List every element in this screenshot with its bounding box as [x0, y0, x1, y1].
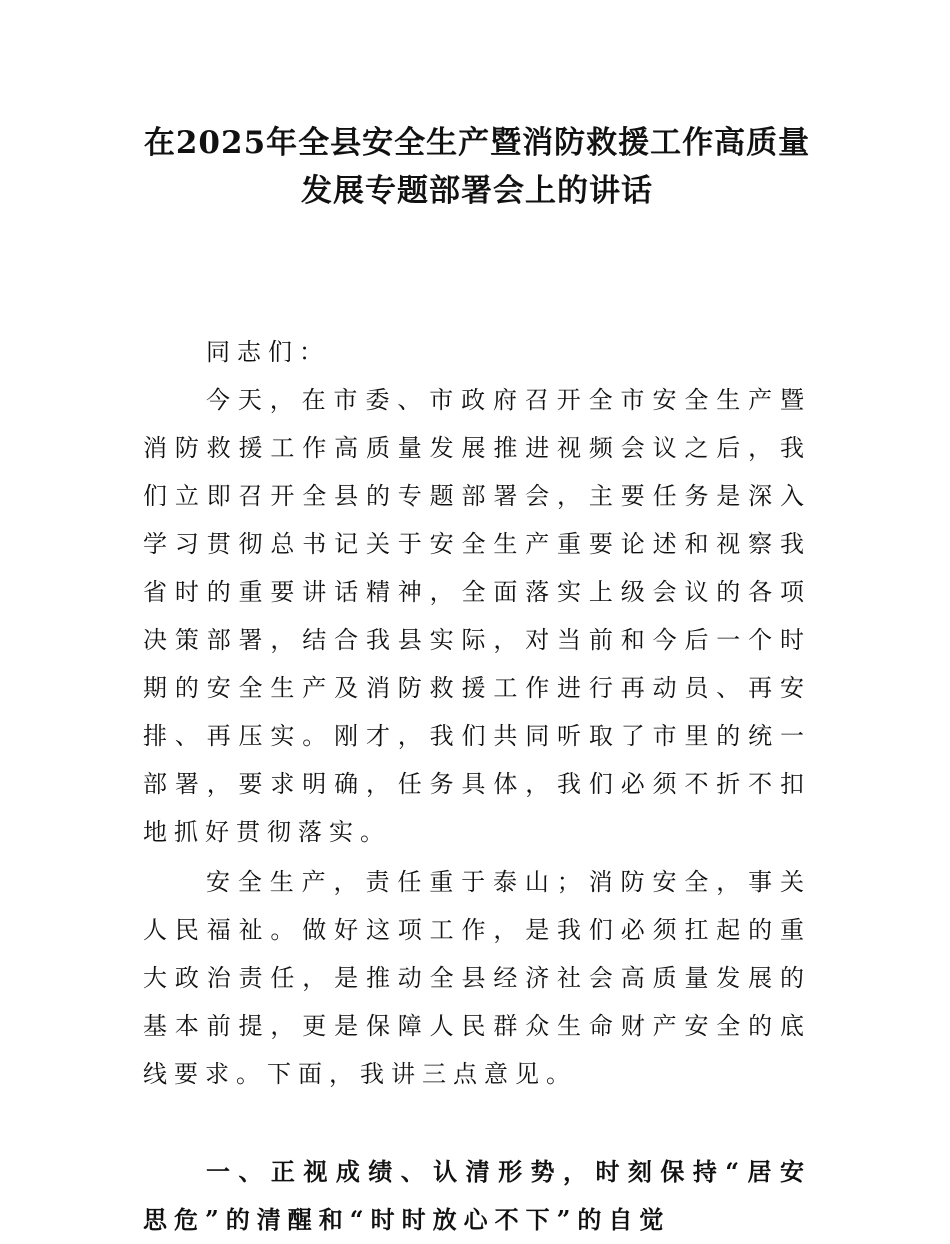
salutation: 同志们：: [206, 338, 330, 366]
paragraph-2: 安全生产，责任重于泰山；消防安全，事关人民福祉。做好这项工作，是我们必须扛起的重大政治责任，是推动全县经济社会高质量发展的基本前提，更是保障人民群众生命财产安全的底线要求。下面，我讲三点意见。: [143, 868, 811, 1088]
section-heading-1: 一、正视成绩、认清形势，时刻保持“居安思危”的清醒和“时时放心不下”的自觉: [143, 1157, 811, 1234]
paragraph-1: 今天，在市委、市政府召开全市安全生产暨消防救援工作高质量发展推进视频会议之后，我们立即召开全县的专题部署会，主要任务是深入学习贯彻总书记关于安全生产重要论述和视察我省时的重要讲话精神，全面落实上级会议的各项决策部署，结合我县实际，对当前和今后一个时期的安全生产及消防救援工作进行再动员、再安排、再压实。刚才，我们共同听取了市里的统一部署，要求明确，任务具体，我们必须不折不扣地抓好贯彻落实。: [143, 386, 811, 846]
document-title: 在2025年全县安全生产暨消防救援工作高质量发展专题部署会上的讲话: [143, 125, 811, 209]
